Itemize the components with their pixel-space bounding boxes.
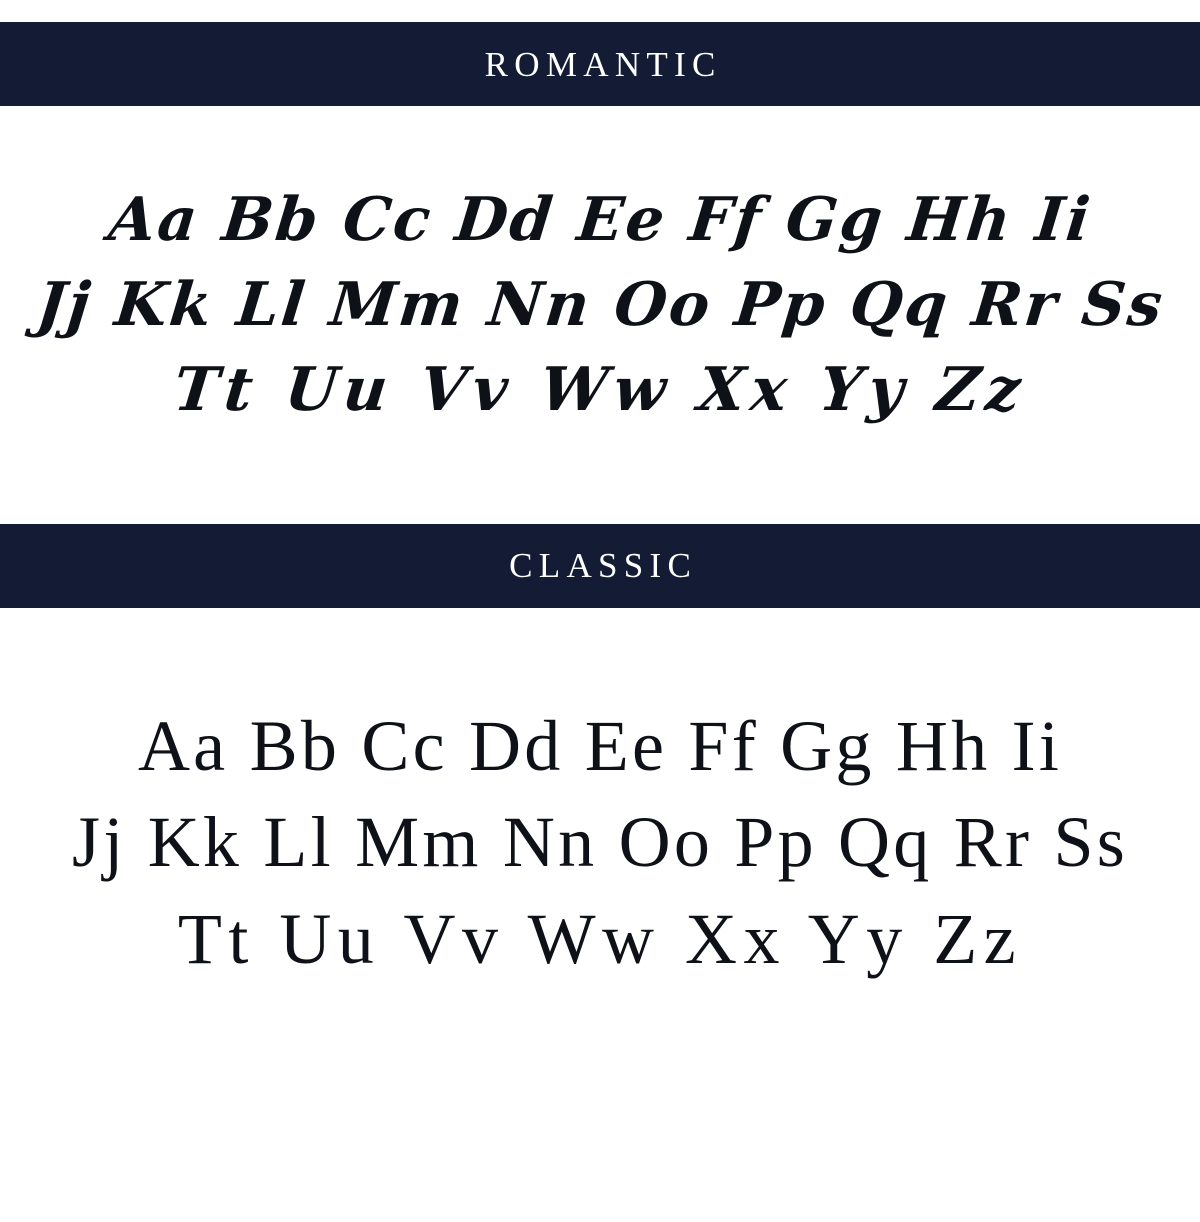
banner-label-classic: CLASSIC xyxy=(509,546,698,586)
section-spacer xyxy=(0,476,1200,524)
banner-classic xyxy=(0,524,1200,608)
specimen-line: Aa Bb Cc Dd Ee Ff Gg Hh Ii xyxy=(137,705,1063,786)
specimen-line: Tt Uu Vv Ww Xx Yy Zz xyxy=(170,355,1030,426)
banner-romantic xyxy=(0,22,1200,106)
specimen-line: Aa Bb Cc Dd Ee Ff Gg Hh Ii xyxy=(105,185,1096,255)
banner-label-romantic: ROMANTIC xyxy=(484,44,722,84)
specimen-classic xyxy=(0,608,1200,1027)
font-specimen-page xyxy=(0,22,1200,1222)
specimen-line: Tt Uu Vv Ww Xx Yy Zz xyxy=(177,898,1023,979)
specimen-line: Jj Kk Ll Mm Nn Oo Pp Qq Rr Ss xyxy=(32,270,1168,341)
page-bottom-spacer xyxy=(0,1027,1200,1105)
specimen-line: Jj Kk Ll Mm Nn Oo Pp Qq Rr Ss xyxy=(71,802,1129,883)
specimen-romantic xyxy=(0,106,1200,476)
